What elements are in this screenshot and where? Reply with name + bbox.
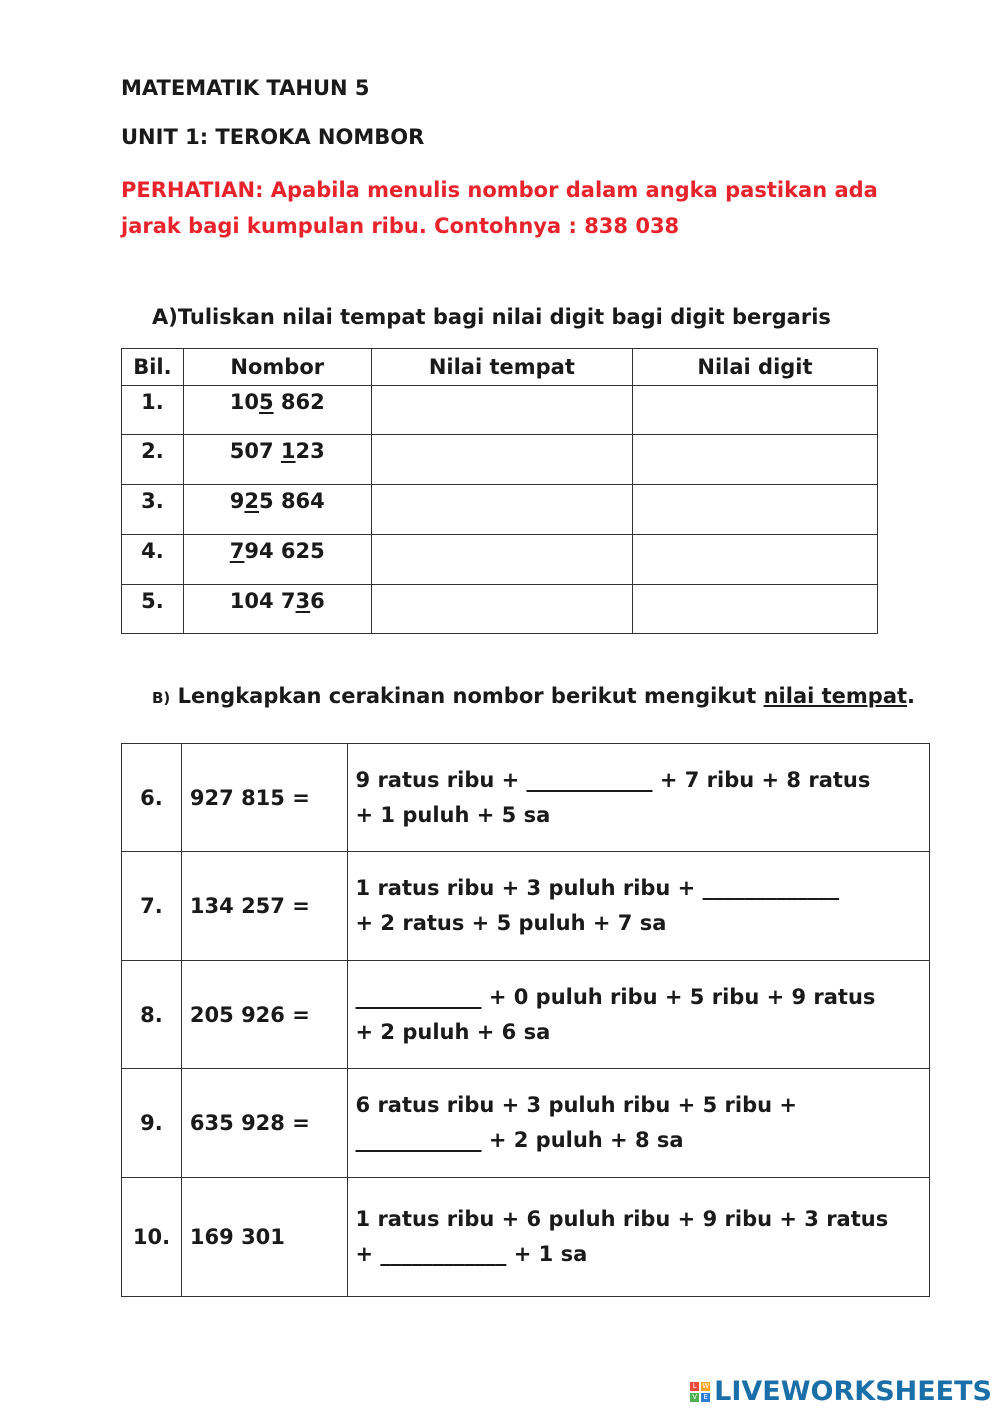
row-bil: 2. — [122, 435, 184, 485]
table-row — [122, 585, 878, 634]
number-part: 23 — [295, 439, 325, 463]
logo-text: LIVEWORKSHEETS — [714, 1376, 992, 1407]
underlined-digit: 5 — [259, 390, 274, 414]
number-part: 862 — [273, 390, 325, 414]
answer-nilai-digit[interactable] — [632, 585, 877, 634]
answer-nilai-tempat[interactable] — [371, 386, 632, 435]
logo-badge-cell: E — [701, 1393, 710, 1402]
instruction-text: Lengkapkan cerakinan nombor berikut mengikut — [177, 684, 764, 708]
row-nombor — [183, 435, 371, 485]
instruction-underlined: nilai tempat — [763, 684, 908, 708]
section-a-label: A) — [152, 305, 178, 329]
row-bil: 8. — [122, 961, 182, 1069]
number-part: 9 — [229, 489, 245, 513]
number-part: 507 — [229, 439, 281, 463]
row-number: 134 257 = — [181, 852, 347, 961]
number-part: 94 625 — [244, 539, 325, 563]
answer-nilai-tempat[interactable] — [371, 585, 632, 634]
answer-nilai-tempat[interactable] — [371, 485, 632, 535]
underlined-digit: 2 — [244, 489, 260, 513]
expansion-line-2: + 1 puluh + 5 sa — [355, 802, 551, 827]
row-expansion[interactable] — [347, 961, 929, 1069]
header-nilai-digit: Nilai digit — [632, 349, 877, 386]
logo-badge-cell: V — [690, 1393, 699, 1402]
expansion-line-1: 1 ratus ribu + 3 puluh ribu + _____________ — [355, 876, 840, 900]
table-row — [122, 435, 878, 485]
unit-title: UNIT 1: TEROKA NOMBOR — [121, 125, 425, 149]
row-expansion[interactable] — [347, 744, 929, 852]
row-number: 635 928 = — [181, 1069, 347, 1178]
section-a-heading — [152, 305, 831, 329]
number-part: 6 — [310, 589, 325, 613]
expansion-table — [121, 743, 930, 1297]
underlined-digit: 1 — [280, 439, 296, 463]
expansion-line-2: + ____________ + 1 sa — [355, 1242, 588, 1266]
expansion-line-2: + 2 puluh + 6 sa — [355, 1019, 551, 1044]
row-bil: 3. — [122, 485, 184, 535]
place-value-table — [121, 348, 878, 634]
answer-nilai-digit[interactable] — [632, 485, 877, 535]
answer-nilai-digit[interactable] — [632, 535, 877, 585]
answer-nilai-digit[interactable] — [632, 386, 877, 435]
row-bil: 6. — [122, 744, 182, 852]
underlined-digit: 7 — [229, 539, 245, 563]
row-number: 205 926 = — [181, 961, 347, 1069]
logo-badge-icon — [690, 1382, 710, 1402]
section-b-instruction — [178, 684, 915, 708]
instruction-end: . — [907, 684, 916, 708]
row-number: 927 815 = — [181, 744, 347, 852]
row-nombor — [183, 535, 371, 585]
table-row — [122, 852, 930, 961]
expansion-line-1: 9 ratus ribu + ____________ + 7 ribu + 8 ratus — [355, 767, 871, 792]
section-b-heading — [152, 684, 915, 708]
table-row — [122, 1178, 930, 1297]
logo-badge-cell: L — [690, 1382, 699, 1391]
row-number: 169 301 — [181, 1178, 347, 1297]
row-nombor — [183, 386, 371, 435]
section-a-instruction: Tuliskan nilai tempat bagi nilai digit bagi digit bergaris — [177, 305, 831, 329]
table-row — [122, 485, 878, 535]
row-expansion[interactable] — [347, 852, 929, 961]
table-row — [122, 961, 930, 1069]
row-nombor — [183, 585, 371, 634]
table-row — [122, 1069, 930, 1178]
number-part: 104 7 — [229, 589, 296, 613]
header-bil: Bil. — [122, 349, 184, 386]
row-bil: 1. — [122, 386, 184, 435]
logo-badge-cell: W — [702, 1381, 710, 1390]
number-part: 10 — [229, 390, 259, 414]
table-row — [122, 535, 878, 585]
table-header-row — [122, 349, 878, 386]
expansion-line-1: 6 ratus ribu + 3 puluh ribu + 5 ribu + — [355, 1093, 797, 1117]
row-expansion[interactable] — [347, 1178, 929, 1297]
answer-nilai-tempat[interactable] — [371, 435, 632, 485]
expansion-line-1: ____________ + 0 puluh ribu + 5 ribu + 9 ratus — [355, 984, 876, 1009]
expansion-line-1: 1 ratus ribu + 6 puluh ribu + 9 ribu + 3 ratus — [355, 1207, 889, 1231]
header-nilai-tempat: Nilai tempat — [371, 349, 632, 386]
header-nombor: Nombor — [183, 349, 371, 386]
row-bil: 4. — [122, 535, 184, 585]
table-row — [122, 386, 878, 435]
row-bil: 10. — [122, 1178, 182, 1297]
page-title: MATEMATIK TAHUN 5 — [121, 76, 370, 100]
expansion-line-2: + 2 ratus + 5 puluh + 7 sa — [355, 911, 667, 935]
underlined-digit: 3 — [295, 589, 311, 613]
row-bil: 7. — [122, 852, 182, 961]
row-bil: 5. — [122, 585, 184, 634]
row-expansion[interactable] — [347, 1069, 929, 1178]
table-row — [122, 744, 930, 852]
number-part: 5 864 — [259, 489, 325, 513]
expansion-line-2: ____________ + 2 puluh + 8 sa — [355, 1128, 684, 1152]
section-b-label: B) — [152, 689, 171, 707]
row-nombor — [183, 485, 371, 535]
notice-text: PERHATIAN: Apabila menulis nombor dalam angka pastikan ada jarak bagi kumpulan ribu. Contohnya : 838 038 — [121, 178, 878, 238]
row-bil: 9. — [122, 1069, 182, 1178]
answer-nilai-tempat[interactable] — [371, 535, 632, 585]
liveworksheets-logo — [690, 1376, 992, 1407]
answer-nilai-digit[interactable] — [632, 435, 877, 485]
